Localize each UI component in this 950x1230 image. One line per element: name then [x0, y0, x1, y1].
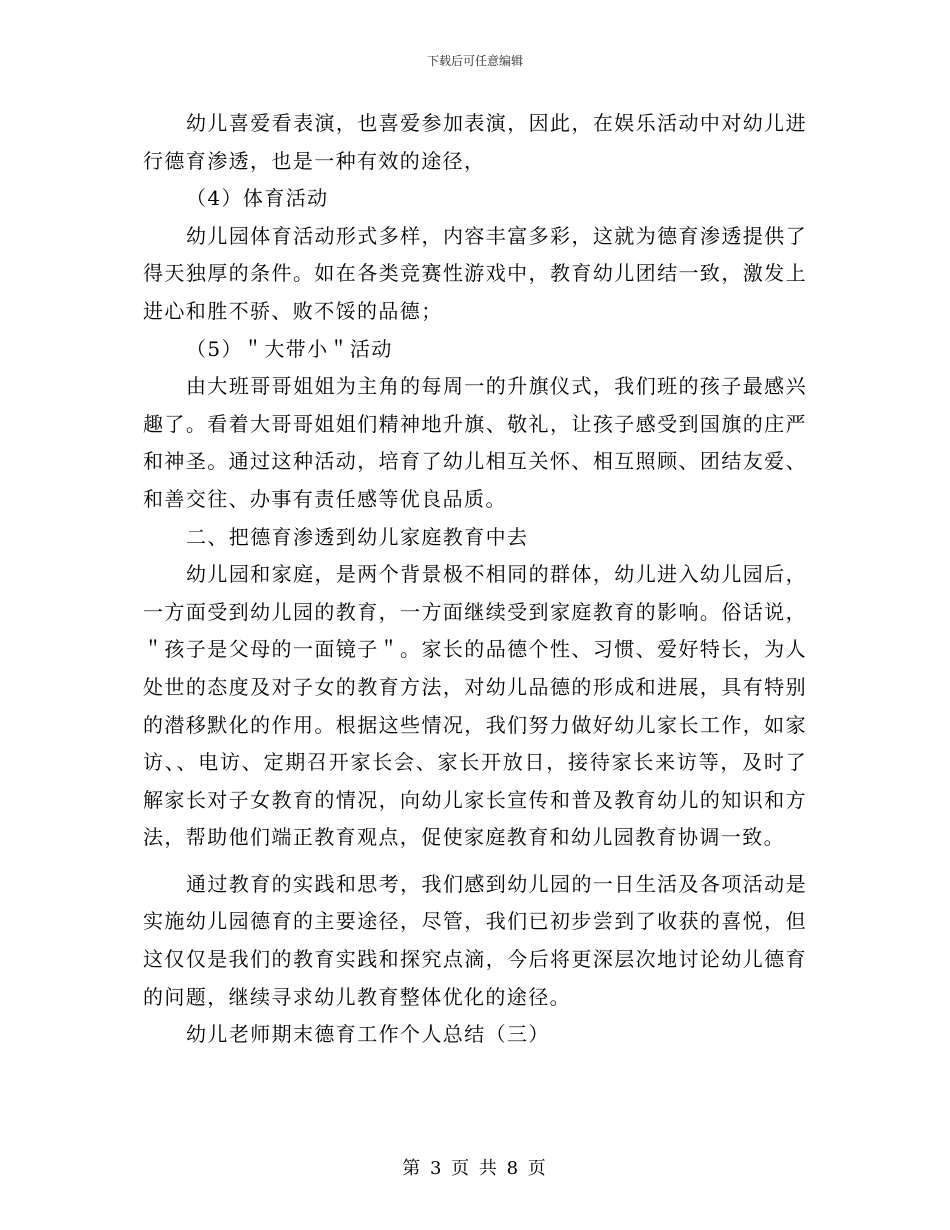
paragraph-sports: 幼儿园体育活动形式多样，内容丰富多彩，这就为德育渗透提供了得天独厚的条件。如在各类竞赛性游戏中，教育幼儿团结一致，激发上进心和胜不骄、败不馁的品德；: [143, 223, 807, 323]
page-footer: 第 3 页 共 8 页: [402, 1158, 548, 1179]
paragraph-family-education: 幼儿园和家庭，是两个背景极不相同的群体，幼儿进入幼儿园后，一方面受到幼儿园的教育，一方面继续受到家庭教育的影响。俗话说，＂孩子是父母的一面镜子＂。家长的品德个性、习惯、爱好特长，为人处世的态度及对子女的教育方法，对幼儿品德的形成和进展，具有特别的潜移默化的作用。根据这些情况，我们努力做好幼儿家长工作，如家访、、电访、定期召开家长会、家长开放日，接待家长来访等，及时了解家长对子女教育的情况，向幼儿家长宣传和普及教育幼儿的知识和方法，帮助他们端正教育观点，促使家庭教育和幼儿园教育协调一致。: [143, 562, 807, 850]
paragraph-flag-ceremony: 由大班哥哥姐姐为主角的每周一的升旗仪式，我们班的孩子最感兴趣了。看着大哥哥姐姐们精神地升旗、敬礼，让孩子感受到国旗的庄严和神圣。通过这种活动，培育了幼儿相互关怀、相互照顾、团结友爱、和善交往、办事有责任感等优良品质。: [143, 374, 807, 511]
heading-next-summary: 幼儿老师期末德育工作个人总结（三）: [186, 1022, 550, 1047]
heading-sports-activities: （4）体育活动: [186, 186, 329, 211]
heading-section-two: 二、把德育渗透到幼儿家庭教育中去: [186, 524, 529, 549]
heading-big-helps-small: （5）＂大带小＂活动: [186, 336, 393, 361]
page-header: 下载后可任意编辑: [426, 54, 523, 68]
document-body: [143, 105, 807, 1054]
paragraph-performance: 幼儿喜爱看表演，也喜爱参加表演，因此，在娱乐活动中对幼儿进行德育渗透，也是一种有效的途径，: [143, 111, 807, 173]
paragraph-conclusion: 通过教育的实践和思考，我们感到幼儿园的一日生活及各项活动是实施幼儿园德育的主要途径，尽管，我们已初步尝到了收获的喜悦，但这仅仅是我们的教育实践和探究点滴，今后将更深层次地讨论幼儿德育的问题，继续寻求幼儿教育整体优化的途径。: [143, 871, 807, 1009]
